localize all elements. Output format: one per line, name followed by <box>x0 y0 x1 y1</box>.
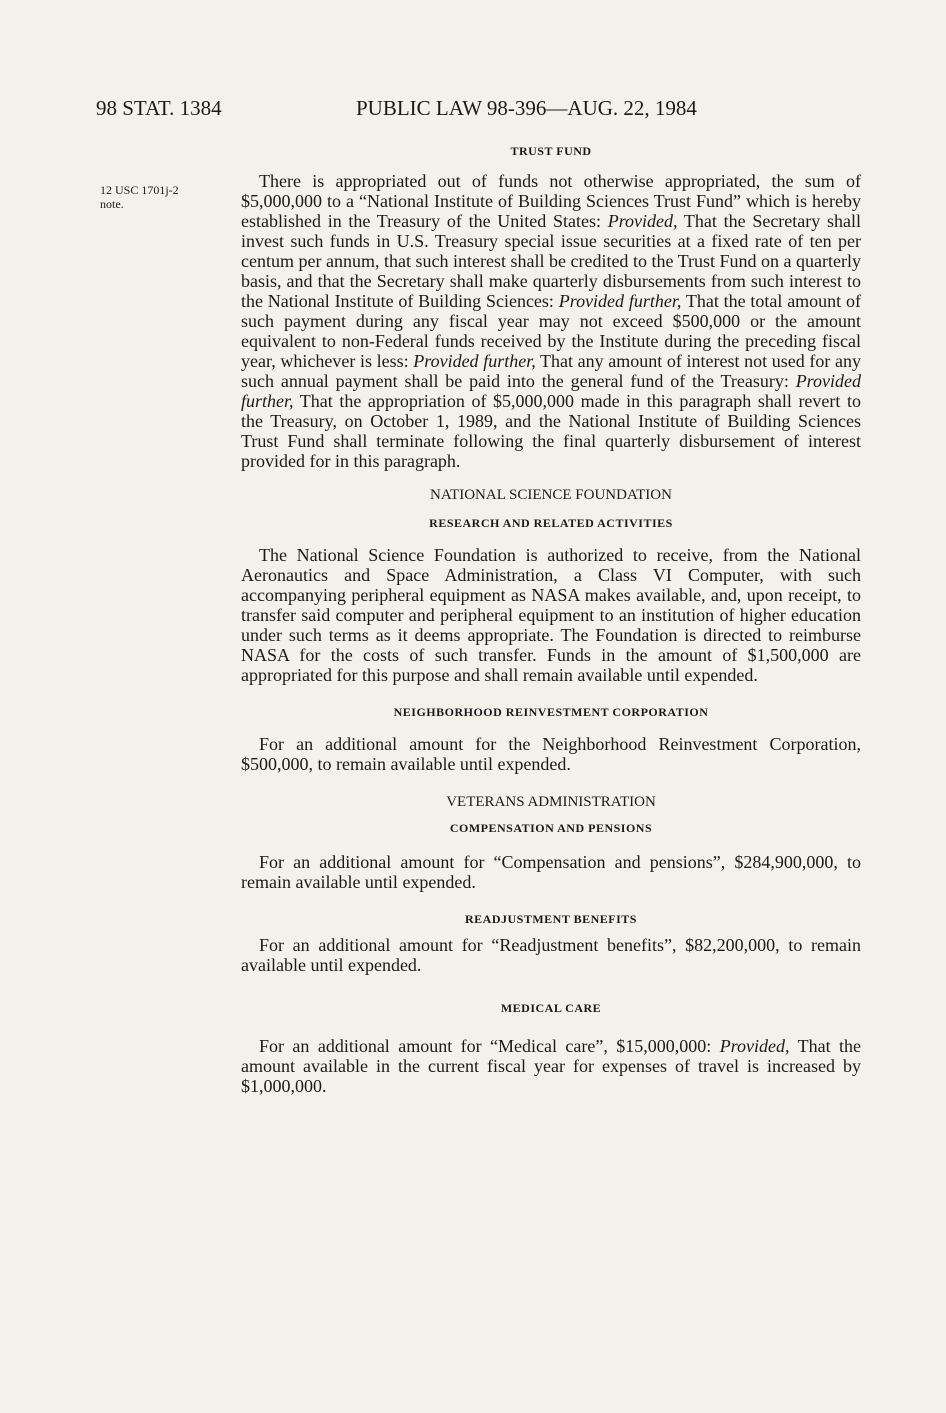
medical-care-paragraph: For an additional amount for “Medical care”, $15,000,000: Provided, That the amount available in the current fiscal year for expenses of travel is increased by $1,000,000. <box>241 1036 861 1096</box>
nrc-paragraph: For an additional amount for the Neighborhood Reinvestment Corporation, $500,000, to remain available until expended. <box>241 734 861 774</box>
document-body <box>241 144 861 1096</box>
section-heading-trust-fund: TRUST FUND <box>510 144 592 158</box>
section-heading-va: VETERANS ADMINISTRATION <box>446 794 656 810</box>
trust-fund-paragraph: There is appropriated out of funds not otherwise appropriated, the sum of $5,000,000 to a “National Institute of Building Sciences Trust Fund” which is hereby established in the Treasury of the United States: Provided, That the Secretary shall invest such funds in U.S. Treasury special issue securities at a fixed rate of ten per centum per annum, that such interest shall be credited to the Trust Fund on a quarterly basis, and that the Secretary shall make quarterly disbursements from such interest to the National Institute of Building Sciences: Provided further, That the total amount of such payment during any fiscal year may not exceed $500,000 or the amount equivalent to non-Federal funds received by the Institute during the preceding fiscal year, whichever is less: Provided further, That any amount of interest not used for any such annual payment shall be paid into the general fund of the Treasury: Provided further, That the appropriation of $5,000,000 made in this paragraph shall revert to the Treasury, on October 1, 1989, and the National Institute of Building Sciences Trust Fund shall terminate following the final quarterly disbursement of interest provided for in this paragraph. <box>241 171 861 471</box>
readjustment-paragraph: For an additional amount for “Readjustment benefits”, $82,200,000, to remain available until expended. <box>241 935 861 975</box>
subheading-medical-care: MEDICAL CARE <box>500 1001 602 1015</box>
margin-note <box>100 183 179 211</box>
compensation-paragraph: For an additional amount for “Compensation and pensions”, $284,900,000, to remain available until expended. <box>241 852 861 892</box>
section-heading-nrc: NEIGHBORHOOD REINVESTMENT CORPORATION <box>393 705 709 719</box>
page-title: PUBLIC LAW 98-396—AUG. 22, 1984 <box>356 96 697 120</box>
margin-note-line: note. <box>100 197 124 211</box>
section-heading-nsf: NATIONAL SCIENCE FOUNDATION <box>430 487 672 503</box>
margin-note-line: 12 USC 1701j-2 <box>100 183 179 197</box>
page-citation: 98 STAT. 1384 <box>96 96 222 120</box>
nsf-paragraph: The National Science Foundation is authorized to receive, from the National Aeronautics and Space Administration, a Class VI Computer, with such accompanying peripheral equipment as NASA makes available, and, upon receipt, to transfer said computer and peripheral equipment to an institution of higher education under such terms as it deems appropriate. The Foundation is directed to reimburse NASA for the costs of such transfer. Funds in the amount of $1,500,000 are appropriated for this purpose and shall remain available until expended. <box>241 545 861 685</box>
subheading-compensation: COMPENSATION AND PENSIONS <box>449 821 653 835</box>
subheading-research: RESEARCH AND RELATED ACTIVITIES <box>429 516 673 530</box>
subheading-readjustment: READJUSTMENT BENEFITS <box>465 912 637 926</box>
